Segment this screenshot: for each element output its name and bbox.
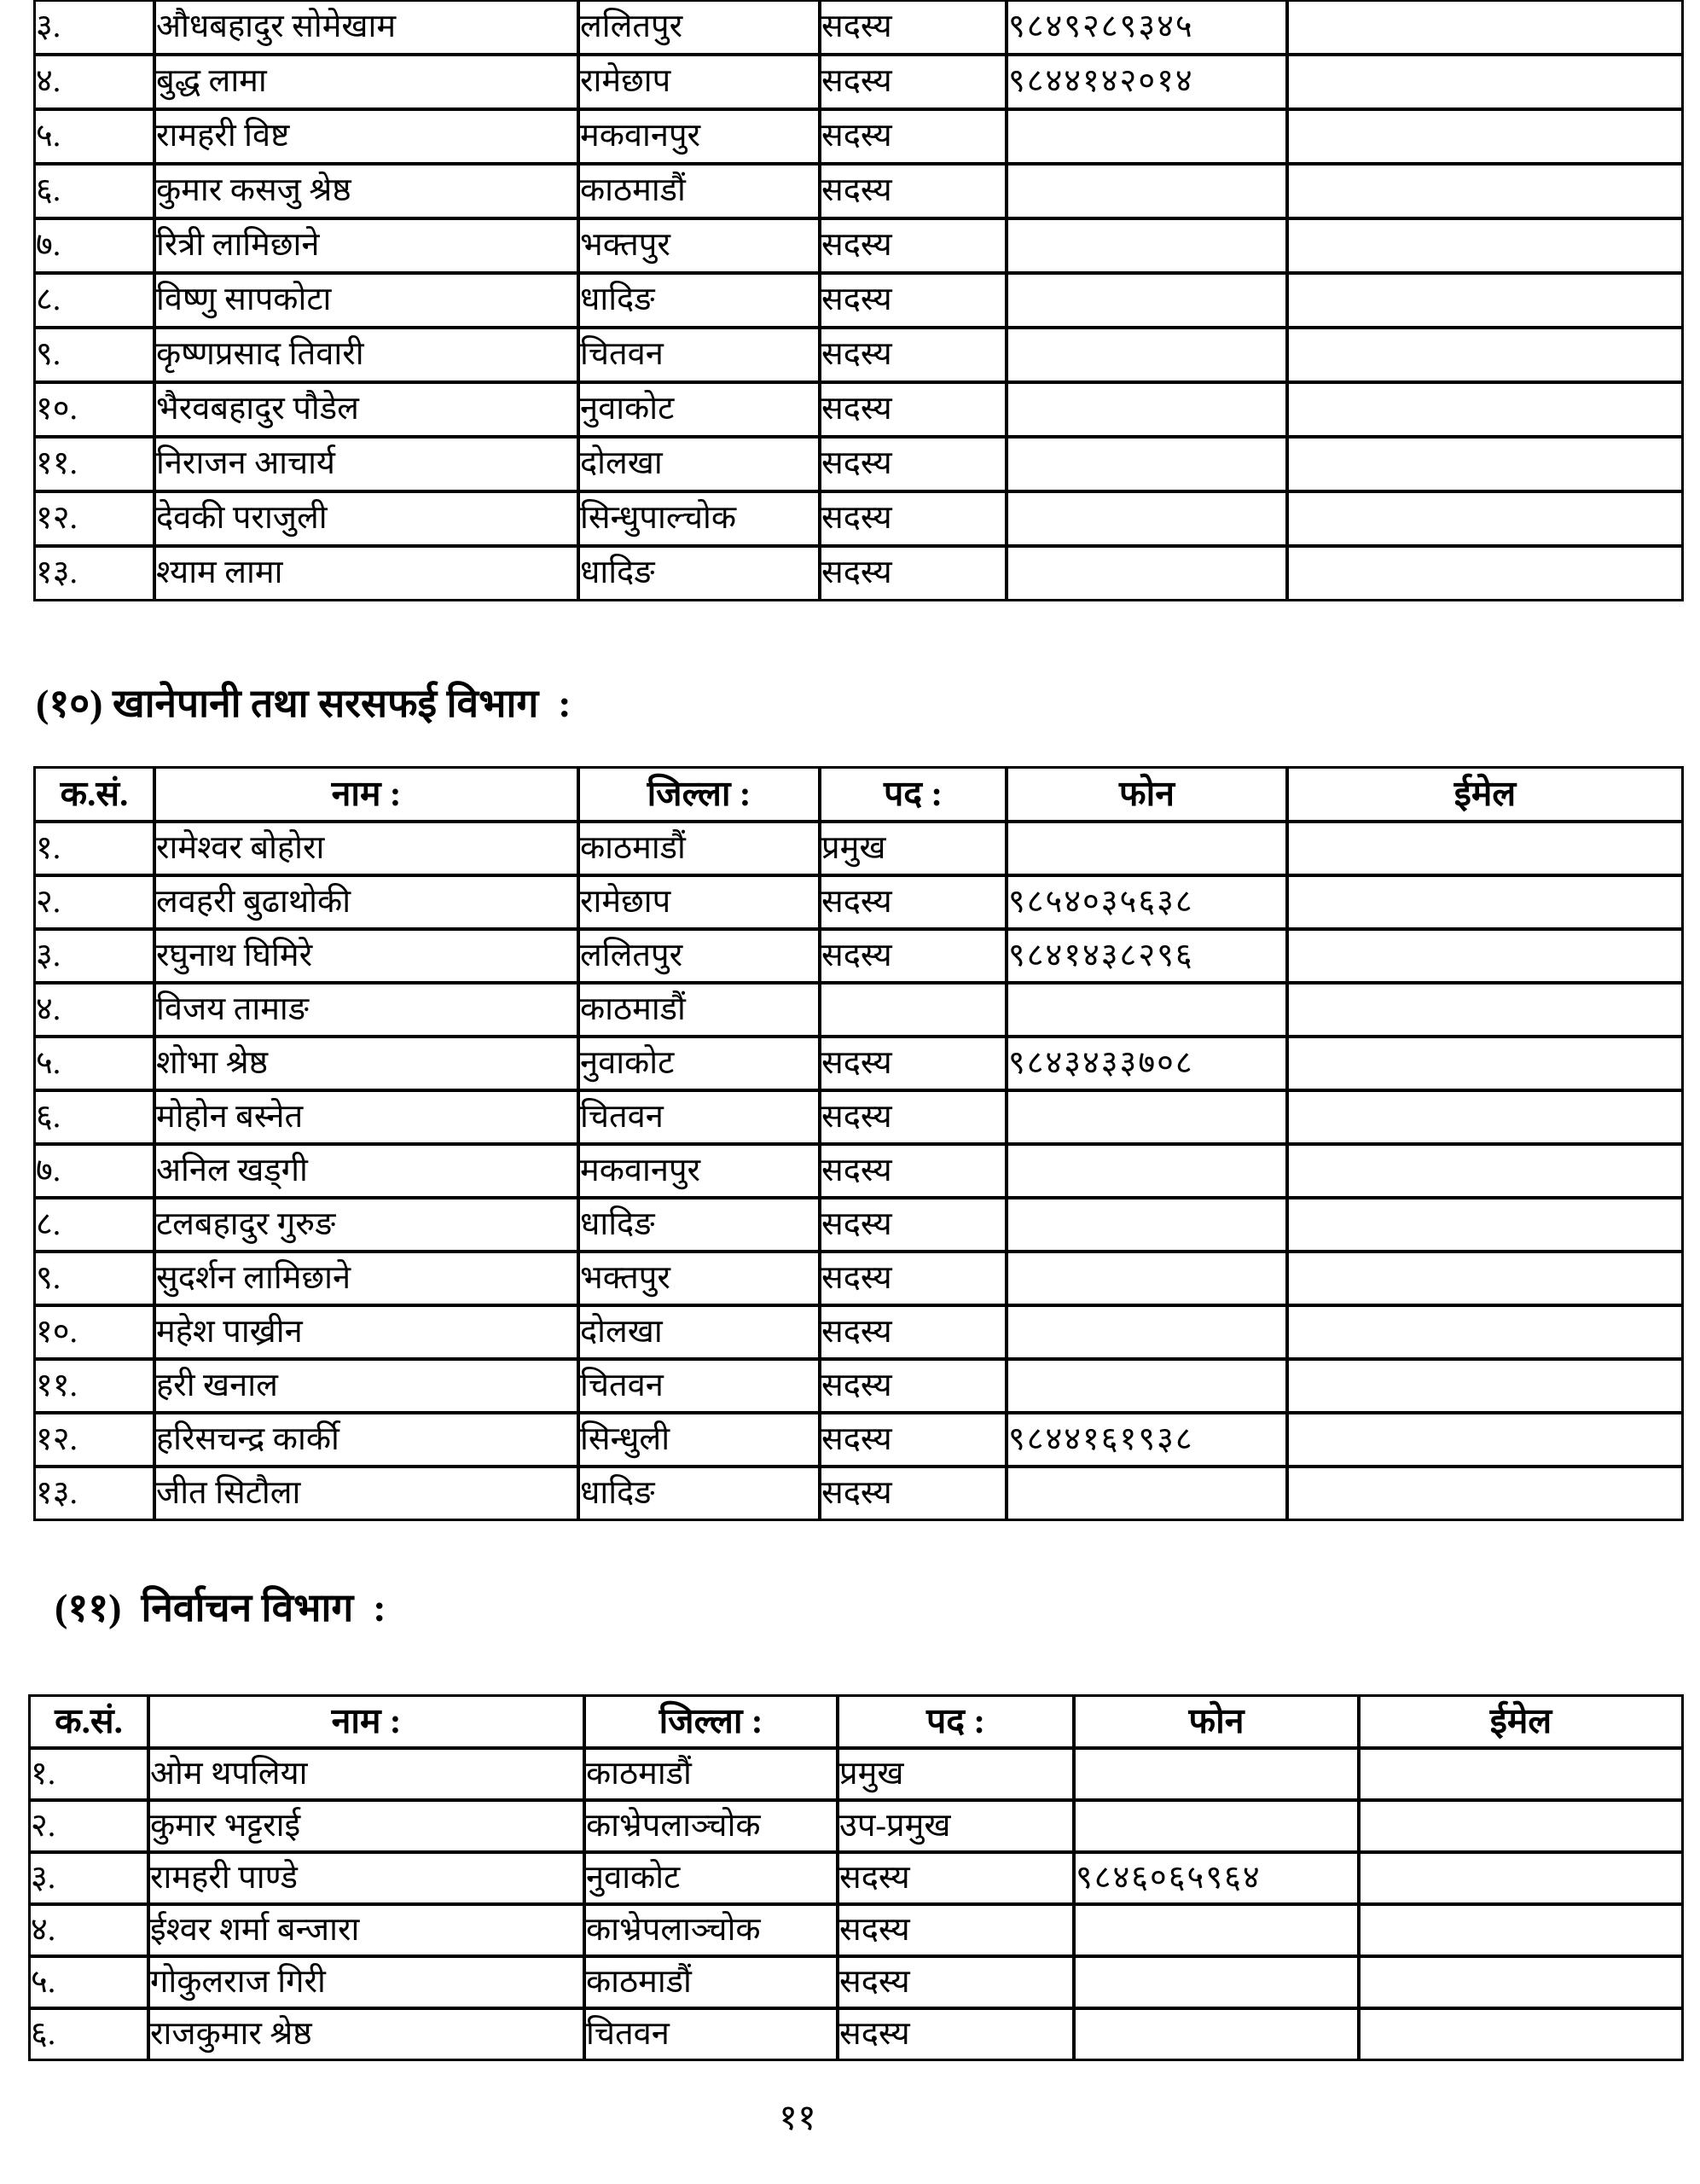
serial-cell: १३. (34, 1467, 154, 1520)
district-cell: नुवाकोट (584, 1852, 838, 1904)
serial-cell: ७. (34, 1144, 154, 1198)
name-cell: कुमार कसजु श्रेष्ठ (154, 164, 578, 218)
district-cell: सिन्धुपाल्चोक (578, 491, 820, 546)
district-cell: मकवानपुर (578, 109, 820, 164)
phone-cell (1007, 218, 1287, 273)
phone-cell (1007, 491, 1287, 546)
phone-cell: ९८४१४३८२९६ (1007, 929, 1287, 983)
phone-cell (1007, 1467, 1287, 1520)
phone-cell (1007, 437, 1287, 491)
phone-cell: ९८४४१६१९३८ (1007, 1413, 1287, 1467)
email-cell (1287, 164, 1683, 218)
table-row (34, 0, 1683, 55)
email-cell (1287, 1198, 1683, 1252)
position-cell (820, 983, 1007, 1037)
email-cell (1287, 1090, 1683, 1144)
position-cell: सदस्य (820, 382, 1007, 437)
district-cell: काठमाडौं (578, 822, 820, 875)
name-cell: सुदर्शन लामिछाने (154, 1252, 578, 1305)
position-cell: सदस्य (838, 1956, 1074, 2008)
name-cell: कुमार भट्टराई (148, 1800, 584, 1852)
position-cell: सदस्य (838, 1852, 1074, 1904)
serial-cell: ४. (34, 55, 154, 109)
serial-cell: २. (29, 1800, 148, 1852)
header-email: ईमेल (1359, 1695, 1683, 1748)
district-cell: रामेछाप (578, 875, 820, 929)
header-email: ईमेल (1287, 767, 1683, 822)
position-cell: सदस्य (820, 1198, 1007, 1252)
table-row (34, 382, 1683, 437)
email-cell (1287, 875, 1683, 929)
table-row (34, 55, 1683, 109)
serial-cell: ४. (29, 1904, 148, 1956)
serial-cell: ७. (34, 218, 154, 273)
election-table (28, 1694, 1684, 2061)
position-cell: सदस्य (820, 273, 1007, 328)
header-phone: फोन (1074, 1695, 1359, 1748)
name-cell: ईश्वर शर्मा बन्जारा (148, 1904, 584, 1956)
table-header-row (29, 1695, 1683, 1748)
phone-cell (1007, 109, 1287, 164)
header-name: नाम : (154, 767, 578, 822)
phone-cell (1007, 1198, 1287, 1252)
phone-cell (1007, 822, 1287, 875)
position-cell: सदस्य (838, 1904, 1074, 1956)
position-cell: सदस्य (820, 328, 1007, 382)
position-cell: प्रमुख (838, 1748, 1074, 1800)
table-row (34, 109, 1683, 164)
district-cell: धादिङ (578, 273, 820, 328)
table-row (29, 1800, 1683, 1852)
name-cell: रामेश्वर बोहोरा (154, 822, 578, 875)
phone-cell (1074, 2008, 1359, 2060)
serial-cell: ५. (34, 1037, 154, 1090)
name-cell: रघुनाथ घिमिरे (154, 929, 578, 983)
phone-cell (1007, 983, 1287, 1037)
position-cell: सदस्य (820, 55, 1007, 109)
position-cell: सदस्य (838, 2008, 1074, 2060)
table-row (29, 1956, 1683, 2008)
phone-cell (1074, 1800, 1359, 1852)
name-cell: टलबहादुर गुरुङ (154, 1198, 578, 1252)
email-cell (1287, 1037, 1683, 1090)
phone-cell (1007, 164, 1287, 218)
table-row (34, 491, 1683, 546)
district-cell: काठमाडौं (584, 1956, 838, 2008)
name-cell: देवकी पराजुली (154, 491, 578, 546)
district-cell: काठमाडौं (578, 983, 820, 1037)
header-serial: क.सं. (29, 1695, 148, 1748)
phone-cell (1007, 1252, 1287, 1305)
table-row (29, 1852, 1683, 1904)
phone-cell: ९८४३४३३७०८ (1007, 1037, 1287, 1090)
name-cell: गोकुलराज गिरी (148, 1956, 584, 2008)
position-cell: सदस्य (820, 1467, 1007, 1520)
name-cell: रित्री लामिछाने (154, 218, 578, 273)
name-cell: महेश पाख्रीन (154, 1305, 578, 1359)
table-row (34, 1037, 1683, 1090)
name-cell: औधबहादुर सोमेखाम (154, 0, 578, 55)
email-cell (1287, 1359, 1683, 1413)
serial-cell: १. (34, 822, 154, 875)
table-row (34, 1359, 1683, 1413)
serial-cell: ८. (34, 273, 154, 328)
email-cell (1287, 1413, 1683, 1467)
position-cell: सदस्य (820, 1037, 1007, 1090)
email-cell (1359, 1748, 1683, 1800)
serial-cell: ५. (34, 109, 154, 164)
phone-cell (1007, 546, 1287, 601)
table-row (29, 2008, 1683, 2060)
position-cell: सदस्य (820, 109, 1007, 164)
email-cell (1359, 1852, 1683, 1904)
email-cell (1287, 822, 1683, 875)
district-cell: दोलखा (578, 1305, 820, 1359)
name-cell: बुद्ध लामा (154, 55, 578, 109)
phone-cell (1007, 1090, 1287, 1144)
name-cell: अनिल खड्गी (154, 1144, 578, 1198)
district-cell: ललितपुर (578, 929, 820, 983)
serial-cell: ६. (29, 2008, 148, 2060)
email-cell (1287, 273, 1683, 328)
table-row (34, 1305, 1683, 1359)
position-cell: सदस्य (820, 164, 1007, 218)
email-cell (1287, 55, 1683, 109)
header-serial: क.सं. (34, 767, 154, 822)
phone-cell: ९८५४०३५६३८ (1007, 875, 1287, 929)
position-cell: सदस्य (820, 0, 1007, 55)
section-heading-water-sanitation: (१०) खानेपानी तथा सरसफई विभाग : (36, 682, 572, 725)
position-cell: सदस्य (820, 1090, 1007, 1144)
position-cell: सदस्य (820, 546, 1007, 601)
district-cell: रामेछाप (578, 55, 820, 109)
serial-cell: १. (29, 1748, 148, 1800)
table-row (34, 1144, 1683, 1198)
table-row (34, 1467, 1683, 1520)
serial-cell: १२. (34, 1413, 154, 1467)
table-row (34, 273, 1683, 328)
district-cell: नुवाकोट (578, 382, 820, 437)
serial-cell: १०. (34, 1305, 154, 1359)
table-row (34, 1090, 1683, 1144)
district-cell: चितवन (578, 1090, 820, 1144)
serial-cell: ३. (34, 929, 154, 983)
position-cell: सदस्य (820, 218, 1007, 273)
district-cell: काठमाडौं (584, 1748, 838, 1800)
email-cell (1287, 1467, 1683, 1520)
table-row (29, 1904, 1683, 1956)
name-cell: हरिसचन्द्र कार्की (154, 1413, 578, 1467)
header-district: जिल्ला : (578, 767, 820, 822)
table-row (34, 437, 1683, 491)
table-row (34, 822, 1683, 875)
serial-cell: २. (34, 875, 154, 929)
header-position: पद : (820, 767, 1007, 822)
table-row (34, 875, 1683, 929)
name-cell: शोभा श्रेष्ठ (154, 1037, 578, 1090)
name-cell: निराजन आचार्य (154, 437, 578, 491)
name-cell: विष्णु सापकोटा (154, 273, 578, 328)
serial-cell: ९. (34, 1252, 154, 1305)
email-cell (1359, 1956, 1683, 2008)
serial-cell: १०. (34, 382, 154, 437)
phone-cell (1007, 382, 1287, 437)
phone-cell (1074, 1748, 1359, 1800)
position-cell: सदस्य (820, 1413, 1007, 1467)
table-row (34, 546, 1683, 601)
district-cell: सिन्धुली (578, 1413, 820, 1467)
serial-cell: ५. (29, 1956, 148, 2008)
serial-cell: ६. (34, 164, 154, 218)
email-cell (1287, 1252, 1683, 1305)
email-cell (1287, 491, 1683, 546)
name-cell: रामहरी पाण्डे (148, 1852, 584, 1904)
table-row (34, 1413, 1683, 1467)
position-cell: सदस्य (820, 437, 1007, 491)
email-cell (1287, 1144, 1683, 1198)
phone-cell: ९८४४१४२०१४ (1007, 55, 1287, 109)
phone-cell (1007, 1305, 1287, 1359)
phone-cell (1007, 273, 1287, 328)
position-cell: प्रमुख (820, 822, 1007, 875)
email-cell (1287, 437, 1683, 491)
district-cell: धादिङ (578, 1467, 820, 1520)
header-name: नाम : (148, 1695, 584, 1748)
table-row (34, 328, 1683, 382)
district-cell: मकवानपुर (578, 1144, 820, 1198)
district-cell: काठमाडौं (578, 164, 820, 218)
committee-table-continued (33, 0, 1684, 601)
phone-cell (1074, 1904, 1359, 1956)
header-position: पद : (838, 1695, 1074, 1748)
email-cell (1287, 218, 1683, 273)
serial-cell: १३. (34, 546, 154, 601)
position-cell: सदस्य (820, 929, 1007, 983)
header-phone: फोन (1007, 767, 1287, 822)
table-row (34, 164, 1683, 218)
serial-cell: ६. (34, 1090, 154, 1144)
name-cell: हरी खनाल (154, 1359, 578, 1413)
district-cell: काभ्रेपलाञ्चोक (584, 1800, 838, 1852)
district-cell: धादिङ (578, 1198, 820, 1252)
email-cell (1287, 0, 1683, 55)
serial-cell: ११. (34, 437, 154, 491)
phone-cell (1007, 1359, 1287, 1413)
position-cell: सदस्य (820, 1144, 1007, 1198)
serial-cell: ८. (34, 1198, 154, 1252)
name-cell: जीत सिटौला (154, 1467, 578, 1520)
district-cell: दोलखा (578, 437, 820, 491)
email-cell (1287, 109, 1683, 164)
serial-cell: ३. (34, 0, 154, 55)
district-cell: भक्तपुर (578, 218, 820, 273)
email-cell (1359, 2008, 1683, 2060)
table-row (34, 218, 1683, 273)
table-row (34, 983, 1683, 1037)
phone-cell (1007, 328, 1287, 382)
section-heading-election: (११) निर्वाचन विभाग : (55, 1586, 386, 1629)
email-cell (1287, 546, 1683, 601)
serial-cell: ४. (34, 983, 154, 1037)
email-cell (1287, 382, 1683, 437)
email-cell (1287, 1305, 1683, 1359)
position-cell: सदस्य (820, 1305, 1007, 1359)
email-cell (1287, 983, 1683, 1037)
name-cell: विजय तामाङ (154, 983, 578, 1037)
email-cell (1359, 1904, 1683, 1956)
serial-cell: ९. (34, 328, 154, 382)
email-cell (1359, 1800, 1683, 1852)
phone-cell: ९८४६०६५९६४ (1074, 1852, 1359, 1904)
email-cell (1287, 328, 1683, 382)
table-row (34, 929, 1683, 983)
name-cell: राजकुमार श्रेष्ठ (148, 2008, 584, 2060)
district-cell: धादिङ (578, 546, 820, 601)
district-cell: चितवन (578, 1359, 820, 1413)
name-cell: श्याम लामा (154, 546, 578, 601)
table-row (34, 1198, 1683, 1252)
serial-cell: ११. (34, 1359, 154, 1413)
district-cell: काभ्रेपलाञ्चोक (584, 1904, 838, 1956)
position-cell: उप-प्रमुख (838, 1800, 1074, 1852)
email-cell (1287, 929, 1683, 983)
position-cell: सदस्य (820, 875, 1007, 929)
position-cell: सदस्य (820, 1252, 1007, 1305)
serial-cell: १२. (34, 491, 154, 546)
table-row (34, 1252, 1683, 1305)
water-sanitation-table (33, 766, 1684, 1521)
name-cell: भैरवबहादुर पौडेल (154, 382, 578, 437)
name-cell: रामहरी विष्ट (154, 109, 578, 164)
header-district: जिल्ला : (584, 1695, 838, 1748)
phone-cell (1007, 1144, 1287, 1198)
position-cell: सदस्य (820, 491, 1007, 546)
table-row (29, 1748, 1683, 1800)
name-cell: ओम थपलिया (148, 1748, 584, 1800)
name-cell: लवहरी बुढाथोकी (154, 875, 578, 929)
name-cell: कृष्णप्रसाद तिवारी (154, 328, 578, 382)
table-header-row (34, 767, 1683, 822)
serial-cell: ३. (29, 1852, 148, 1904)
district-cell: भक्तपुर (578, 1252, 820, 1305)
position-cell: सदस्य (820, 1359, 1007, 1413)
district-cell: नुवाकोट (578, 1037, 820, 1090)
phone-cell: ९८४९२८९३४५ (1007, 0, 1287, 55)
page-number: ११ (779, 2099, 816, 2138)
phone-cell (1074, 1956, 1359, 2008)
district-cell: चितवन (578, 328, 820, 382)
name-cell: मोहोन बस्नेत (154, 1090, 578, 1144)
district-cell: ललितपुर (578, 0, 820, 55)
district-cell: चितवन (584, 2008, 838, 2060)
